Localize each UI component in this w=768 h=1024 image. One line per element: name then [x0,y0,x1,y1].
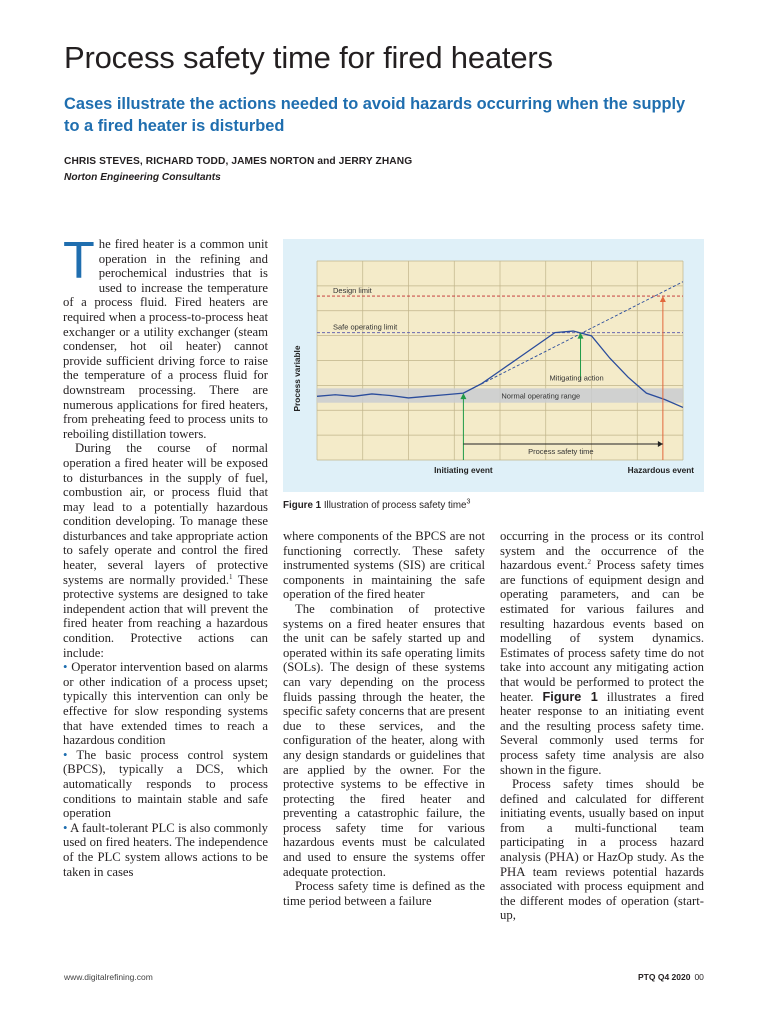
process-safety-time-chart [283,239,704,492]
list-item: A fault-tolerant PLC is also commonly used on fired heaters. The independence of the PLC system allows actions to be taken in cases [63,820,268,879]
figure-caption [283,500,470,511]
list-item: Operator intervention based on alarms or other indication of a process upset; typically this intervention can only be effective for slow responding systems that have extended times to reach a hazardous condition [63,660,268,748]
hazardous-label: Hazardous event [627,465,695,475]
column-3 [500,529,704,923]
bullet-icon: • [63,820,68,835]
paragraph: Process safety time is defined as the time period between a failure [283,879,485,908]
figure-1 [283,239,704,492]
bullet-icon: • [63,660,68,675]
initiating-label: Initiating event [434,465,493,475]
paragraph: Process safety times are functions of equipment design and operating parameters, and can be estimated for various failures and resulting hazardous events based on modelling of system dynamics. Estimates of process safety time do not take into account any mitigating action that would be performed to protect the heater. [500,558,704,704]
band-label: Normal operating range [501,391,581,401]
list-item: The basic process control system (BPCS), typically a DCS, which automatically responds to process conditions to maintain stable and safe operation [63,747,268,821]
figure-reference: Figure 1 [542,689,598,704]
paragraph: where components of the BPCS are not functioning correctly. These safety instrumented systems (SIS) are critical components in maintaining the safe operation of the fired heater [283,529,485,602]
page-number: 00 [694,972,704,982]
article-title: Process safety time for fired heaters [64,40,553,75]
figure-label: Figure 1 [283,500,322,511]
y-axis-label: Process variable [292,345,302,412]
limit-label: Safe operating limit [333,322,398,332]
drop-cap: T [63,232,95,290]
pst-label: Process safety time [528,447,594,456]
footnote-ref: 2 [587,557,592,566]
footer-issue: PTQ Q4 2020 00 [638,972,704,982]
paragraph: These protective systems are designed to take independent action that will prevent the fired heater from reaching a hazardous condition. Protective actions can include: [63,572,268,660]
paragraph: Process safety times should be defined and calculated for different initiating events, usually based on input from a multi-functional team participating in a process hazard analysis (PHA) or HazOp study. As the PHA team reviews potential hazards associated with process equipment and the different modes of operation (start-up, [500,777,704,923]
article-subtitle: Cases illustrate the actions needed to avoid hazards occurring when the supply to a fired heater is disturbed [64,95,686,135]
column-1 [63,232,268,879]
affiliation: Norton Engineering Consultants [64,172,221,183]
bullet-icon: • [63,747,68,762]
footnote-ref: 3 [466,498,471,506]
normal-operating-band [317,388,683,402]
column-2 [283,529,485,908]
paragraph: he fired heater is a common unit operation in the refining and perochemical industries that is used to increase the temperature of a process fluid. Fired heaters are required when a process-to-process heat exchanger or a utility exchanger (steam condenser, hot oil heater) cannot provide sufficient driving force to raise the temperature of a process fluid for downstream processing. There are numerous applications for fired heaters, from preheating feed to process units to reboiling distillation towers. [63,237,268,441]
limit-label: Design limit [333,286,372,296]
paragraph: During the course of normal operation a fired heater will be exposed to disturbances in the supply of fuel, combustion air, or process fluid that may lead to a potentially hazardous condition developing. To manage these disturbances and take appropriate action to safely operate and control the fired heater, several layers of protective systems are normally provided. [63,441,268,587]
caption-text: Illustration of process safety time [321,500,467,511]
paragraph: illustrates a fired heater response to an initiating event and the resulting process safety time. Several commonly used terms for process safety time analysis are also shown in the figure. [500,689,704,777]
paragraph: The combination of protective systems on a fired heater ensures that the unit can be safely started up and operated within its safe operating limits (SOLs). The design of these systems can vary depending on the process fluids passing through the heater, the specific safety concerns that are present due to these services, and the configuration of the heater, along with any design standards or guidelines that are applied by the owner. For the protective systems to be effective in protecting the fired heater and preventing a catastrophic failure, the process safety time for various hazardous events must be calculated and used to ensure the systems offer adequate protection. [283,601,485,879]
footnote-ref: 1 [229,572,233,581]
authors: CHRIS STEVES, RICHARD TODD, JAMES NORTON and JERRY ZHANG [64,156,413,167]
paragraph: occurring in the process or its control system and the occurrence of the hazardous event. [500,529,704,573]
footer-url: www.digitalrefining.com [64,972,153,982]
mitigating-label: Mitigating action [549,373,604,383]
